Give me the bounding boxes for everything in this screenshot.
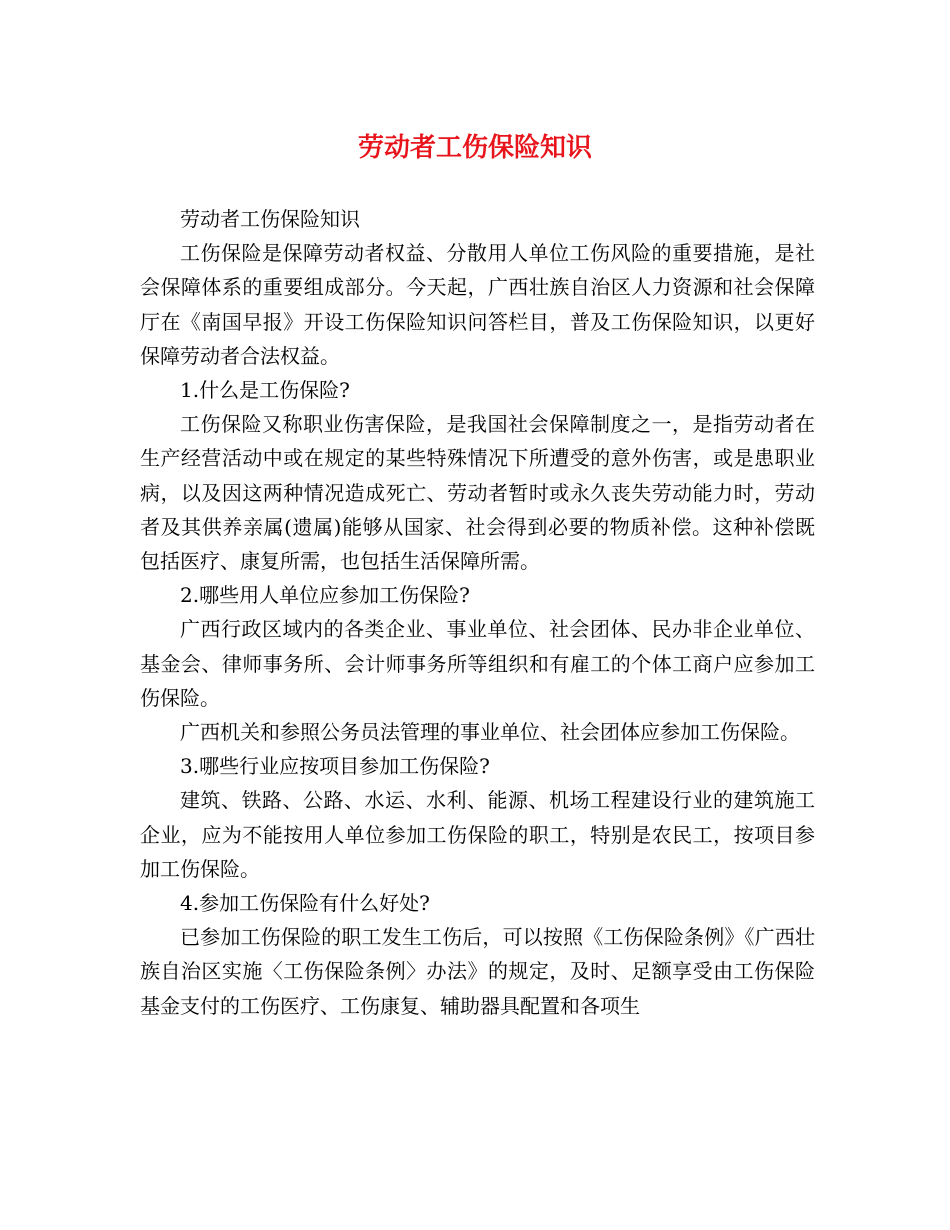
answer-paragraph-2a: 广西行政区域内的各类企业、事业单位、社会团体、民办非企业单位、基金会、律师事务所、会计师事务所等组织和有雇工的个体工商户应参加工伤保险。 — [140, 617, 815, 710]
question-heading-3: 3.哪些行业应按项目参加工伤保险? — [180, 754, 490, 779]
question-heading-4: 4.参加工伤保险有什么好处? — [180, 891, 430, 916]
answer-paragraph-2b: 广西机关和参照公务员法管理的事业单位、社会团体应参加工伤保险。 — [180, 720, 800, 745]
question-heading-1: 1.什么是工伤保险? — [180, 378, 350, 403]
document-body — [140, 202, 815, 1023]
answer-paragraph-4: 已参加工伤保险的职工发生工伤后，可以按照《工伤保险条例》《广西壮族自治区实施〈工伤保险条例〉办法》的规定，及时、足额享受由工伤保险基金支付的工伤医疗、工伤康复、辅助器具配置和各项生 — [140, 925, 815, 1018]
paragraph-subtitle: 劳动者工伤保险知识 — [180, 207, 360, 231]
answer-paragraph-3: 建筑、铁路、公路、水运、水利、能源、机场工程建设行业的建筑施工企业，应为不能按用人单位参加工伤保险的职工，特别是农民工，按项目参加工伤保险。 — [140, 788, 815, 881]
question-heading-2: 2.哪些用人单位应参加工伤保险? — [180, 583, 470, 608]
document-title: 劳动者工伤保险知识 — [357, 133, 592, 163]
answer-paragraph-1: 工伤保险又称职业伤害保险，是我国社会保障制度之一，是指劳动者在生产经营活动中或在规定的某些特殊情况下所遭受的意外伤害，或是患职业病，以及因这两种情况造成死亡、劳动者暂时或永久丧失劳动能力时，劳动者及其供养亲属(遗属)能够从国家、社会得到必要的物质补偿。这种补偿既包括医疗、康复所需，也包括生活保障所需。 — [140, 412, 815, 574]
paragraph-intro: 工伤保险是保障劳动者权益、分散用人单位工伤风险的重要措施，是社会保障体系的重要组成部分。今天起，广西壮族自治区人力资源和社会保障厅在《南国早报》开设工伤保险知识问答栏目，普及工伤保险知识，以更好保障劳动者合法权益。 — [140, 241, 815, 368]
